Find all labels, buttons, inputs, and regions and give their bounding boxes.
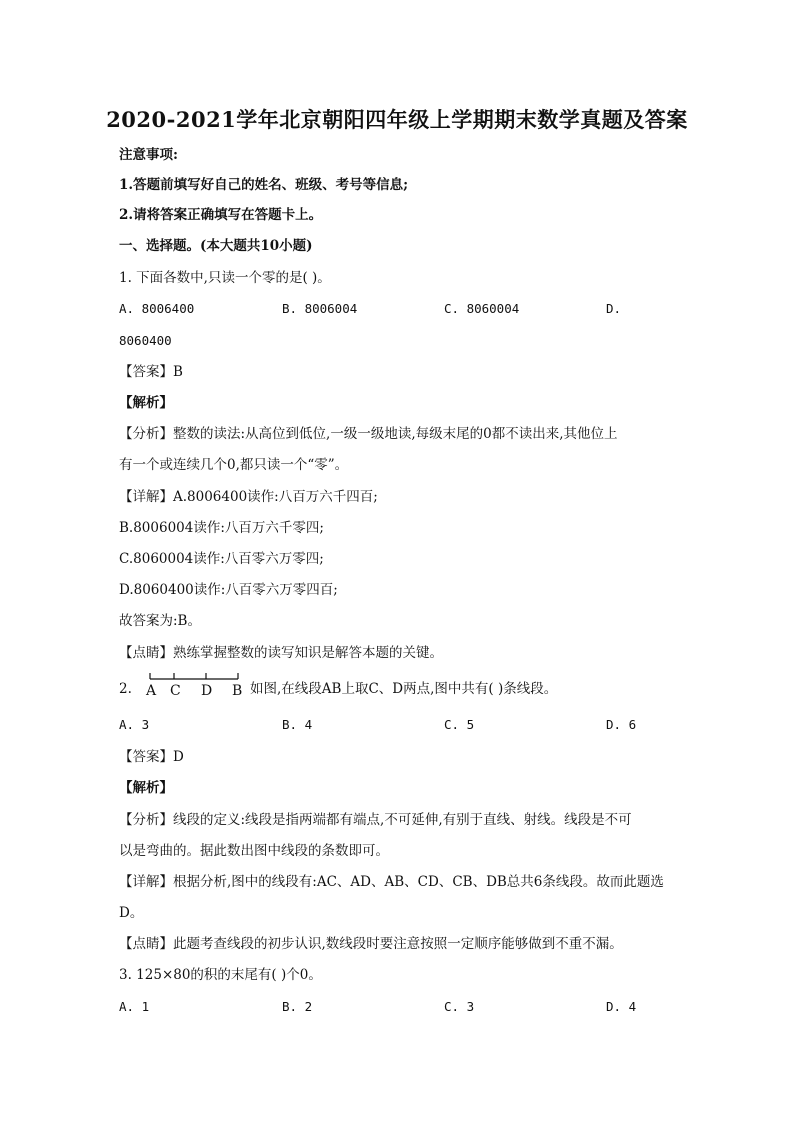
q2-stem: 如图,在线段AB上取C、D两点,图中共有( )条线段。 <box>250 681 558 697</box>
point-label-c: C <box>170 683 181 699</box>
page-title: 2020-2021学年北京朝阳四年级上学期期末数学真题及答案 <box>106 107 688 132</box>
q1-option-d: D. <box>606 301 622 316</box>
q3-option-d: D. 4 <box>606 999 637 1014</box>
q2-detail-line-2: D。 <box>119 905 144 921</box>
q1-detail-line-4: D.8060400读作:八百零六万零四百; <box>119 582 338 598</box>
q1-option-b: B. 8006004 <box>282 301 358 316</box>
q1-detail-line-2: B.8006004读作:八百万六千零四; <box>119 520 324 536</box>
q3-option-b: B. 2 <box>282 999 313 1014</box>
line-segment-diagram <box>146 671 246 701</box>
q2-answer: 【答案】D <box>119 749 184 765</box>
q3-stem: 3. 125×80的积的末尾有( )个0。 <box>119 967 322 983</box>
notice-title: 注意事项: <box>119 147 178 163</box>
notice-item-2: 2.请将答案正确填写在答题卡上。 <box>119 207 323 223</box>
q2-comment: 【点睛】此题考查线段的初步认识,数线段时要注意按照一定顺序能够做到不重不漏。 <box>119 936 623 952</box>
q1-option-d-value: 8060400 <box>119 333 172 348</box>
q1-analysis-tag: 【解析】 <box>119 395 173 411</box>
q2-number: 2. <box>119 681 132 697</box>
q1-answer: 【答案】B <box>119 364 183 380</box>
point-label-d: D <box>201 683 213 699</box>
q3-option-a: A. 1 <box>119 999 150 1014</box>
q2-option-a: A. 3 <box>119 717 150 732</box>
q1-detail-line-3: C.8060004读作:八百零六万零四; <box>119 551 324 567</box>
line-segment-figure <box>146 671 246 685</box>
q1-analysis-line-2: 有一个或连续几个0,都只读一个“零”。 <box>119 457 349 473</box>
q1-option-a: A. 8006400 <box>119 301 195 316</box>
q1-analysis-line-1: 【分析】整数的读法:从高位到低位,一级一级地读,每级末尾的0都不读出来,其他位上 <box>119 426 618 442</box>
q1-comment: 【点睛】熟练掌握整数的读写知识是解答本题的关键。 <box>119 645 443 661</box>
q2-analysis-line-1: 【分析】线段的定义:线段是指两端都有端点,不可延伸,有别于直线、射线。线段是不可 <box>119 812 632 828</box>
q2-option-d: D. 6 <box>606 717 637 732</box>
notice-item-1: 1.答题前填写好自己的姓名、班级、考号等信息; <box>119 177 409 193</box>
q1-stem: 1. 下面各数中,只读一个零的是( )。 <box>119 270 331 286</box>
q2-analysis-tag: 【解析】 <box>119 780 173 796</box>
q2-detail-line-1: 【详解】根据分析,图中的线段有:AC、AD、AB、CD、CB、DB总共6条线段。故而此题选 <box>119 874 664 890</box>
q2-analysis-line-2: 以是弯曲的。据此数出图中线段的条数即可。 <box>119 843 389 859</box>
q3-option-c: C. 3 <box>444 999 475 1014</box>
point-label-a: A <box>146 683 157 699</box>
section-heading: 一、选择题。(本大题共10小题) <box>119 238 313 254</box>
q2-option-c: C. 5 <box>444 717 475 732</box>
q1-detail-line-1: 【详解】A.8006400读作:八百万六千四百; <box>119 489 378 505</box>
point-label-b: B <box>232 683 243 699</box>
q1-conclusion: 故答案为:B。 <box>119 613 201 629</box>
q1-option-c: C. 8060004 <box>444 301 520 316</box>
q2-option-b: B. 4 <box>282 717 313 732</box>
